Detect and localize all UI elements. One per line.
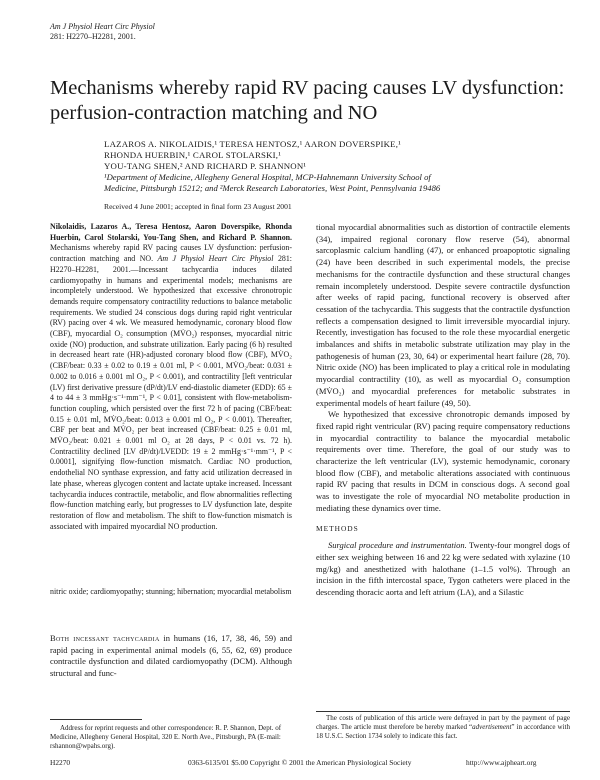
intro-lead: Both incessant tachycardia (50, 633, 160, 643)
affiliation-line: ¹Department of Medicine, Allegheny General Hospital, MCP-Hahnemann University School of (104, 172, 431, 182)
abstract-journal-ref: Am J Physiol Heart Circ Physiol (157, 254, 274, 264)
body-paragraph: We hypothesized that excessive chronotropic demands imposed by fixed rapid right ventricular (RV) pacing require compensatory reductions in myocardial contractility to balance the myocardial metabolic requirements over time. Therefore, the goal of our study was to characterize the left ventricular (LV), systemic hemodynamic, coronary blood flow (CBF), and metabolic alterations associated with continuous rapid RV pacing that results in DCM in conscious dogs. A second goal was to investigate the role of myocardial NO metabolite production in mediating these dynamics over time. (316, 409, 570, 513)
journal-url[interactable]: http://www.ajpheart.org (466, 758, 537, 767)
footnote-text: ” in accordance with 18 U.S.C. Section 1734 solely to indicate this fact. (316, 723, 570, 740)
journal-header (50, 22, 155, 42)
abstract-title-ref: Mechanisms whereby rapid RV pacing causes LV dysfunction: perfusion-contraction matching and NO. (50, 243, 292, 264)
journal-citation: 281: H2270–H2281, 2001. (50, 32, 136, 41)
footnote-page-charges (316, 714, 570, 741)
author-line: YOU-TANG SHEN,² AND RICHARD P. SHANNON¹ (104, 161, 307, 171)
page-number: H2270 (50, 758, 71, 767)
footnote-text: The costs of publication of this article were defrayed in part by the payment of page charges. The article must therefore be hereby marked “ (316, 714, 570, 731)
right-column (316, 222, 570, 599)
methods-paragraph (316, 540, 570, 599)
footnote-correspondence: Address for reprint requests and other correspondence: R. P. Shannon, Dept. of Medicine, Allegheny General Hospital, 320 E. North Ave., Pittsburgh, PA (E-mail: rshannon@wpahs.org). (50, 724, 282, 750)
author-line: LAZAROS A. NIKOLAIDIS,¹ TERESA HENTOSZ,¹ AARON DOVERSPIKE,¹ (104, 139, 401, 149)
author-list (104, 139, 574, 172)
affiliation-line: Medicine, Pittsburgh 15212; and ²Merck Research Laboratories, West Point, Pennsylvania 19486 (104, 183, 441, 193)
intro-text (50, 633, 292, 680)
keywords: nitric oxide; cardiomyopathy; stunning; hibernation; myocardial metabolism (50, 587, 292, 596)
section-heading-methods: METHODS (316, 523, 359, 533)
abstract (50, 222, 292, 532)
journal-name: Am J Physiol Heart Circ Physiol (50, 22, 155, 31)
paper-title: Mechanisms whereby rapid RV pacing causes LV dysfunction: perfusion-contraction matching and NO (50, 77, 565, 124)
affiliations (104, 172, 574, 194)
intro-body: in humans (16, 17, 38, 46, 59) and rapid pacing in experimental animal models (6, 55, 62, 69) produce contractile dysfunction and dilated cardiomyopathy (DCM). Although structural and func- (50, 633, 292, 679)
received-date: Received 4 June 2001; accepted in final form 23 August 2001 (104, 202, 292, 211)
methods-subheading: Surgical procedure and instrumentation. (328, 540, 467, 551)
footnote-rule (50, 719, 142, 720)
footnote-rule (316, 711, 570, 712)
body-paragraph: tional myocardial abnormalities such as distortion of contractile elements (34), impaired regional coronary flow reserve (54), abnormal sarcoplasmic calcium handling (47), or enhanced proapoptotic signaling (24) have been described in such experimental models, the precise mechanisms for the contractile dysfunction and these structural changes remain incompletely understood. Despite severe contractile dysfunction after weeks of rapid pacing, functional recovery is observed after cessation of the tachycardia. This suggests that the contractile dysfunction reflects a compensation designed to limit irreversible myocardial injury. Recently, investigation has focused to the role these myocardial energetic imbalances and shifts in metabolic substrate utilization may play in the pathogenesis of human (23, 30, 64) or experimental heart failure (28, 70). Nitric oxide (NO) has been implicated to play a critical role in modulating myocardial contractility (10), as well as myocardial O₂ consumption (MV̇O₂) and myocardial preferences for metabolic substrates in experimental models of heart failure (49, 50). (316, 222, 570, 408)
footnote-emphasis: advertisement (472, 723, 512, 731)
methods-text: Twenty-four mongrel dogs of either sex weighing between 16 and 22 kg were sedated with xylazine (10 mg/kg) and anesthetized with halothane (1–1.5 vol%). Through an incision in the fifth intercostal space, Tygon catheters were placed in the descending thoracic aorta and left atrium (LA), and a Silastic (316, 540, 570, 598)
abstract-authors: Nikolaidis, Lazaros A., Teresa Hentosz, Aaron Doverspike, Rhonda Huerbin, Carol Stolarski, You-Tang Shen, and Richard P. Shannon. (50, 222, 292, 242)
abstract-body: 281: H2270–H2281, 2001.—Incessant tachycardia induces dilated cardiomyopathy in humans and experimental models; mechanisms are incompletely understood. We hypothesized that excessive chronotropic demands require compensatory contractility reductions to balance metabolic requirements. We studied 24 conscious dogs during rapid right ventricular (RV) pacing over 4 wk. We measured hemodynamic, coronary blood flow (CBF), myocardial O₂ consumption (MV̇O₂) responses, myocardial nitric oxide (NO) production, and substrate utilization. Early pacing (6 h) resulted in decreased heart rate (HR)-adjusted coronary blood flow (CBF), MV̇O₂ (CBF/beat: 0.33 ± 0.02 to 0.19 ± 0.01 ml, P < 0.001, MV̇O₂/beat: 0.031 ± 0.002 to 0.016 ± 0.001 ml O₂, P < 0.001), and contractility [left ventricular (LV) first derivative pressure (dP/dt)/LV end-diastolic diameter (EDD): 65 ± 4 to 44 ± 3 mmHg·s⁻¹·mm⁻¹, P < 0.01], consistent with flow-metabolism-function coupling, which persisted over the first 72 h of pacing (CBF/beat: 0.15 ± 0.01 ml, MV̇O₂/beat: 0.013 ± 0.001 ml O₂, P < 0.001). Thereafter, CBF per beat and MV̇O₂ per beat increased (CBF/beat: 0.25 ± 0.01 ml, MV̇O₂/beat: 0.021 ± 0.001 ml O₂ at 28 days, P < 0.01 vs. 72 h). Contractility declined [LV dP/dt)/LVEDD: 19 ± 2 mmHg·s⁻¹·mm⁻¹, P < 0.0001], signifying flow-function mismatch. Cardiac NO production, endothelial NO synthase expression, and fatty acid utilization decreased in late phase, whereas glycogen content and lactate uptake increased. Incessant tachycardia induces contractile, metabolic, and flow abnormalities reflecting flow-function matching early, but progresses to LV dysfunction late, despite restoration of flow and metabolism. The shift to flow-function mismatch is associated with impaired myocardial NO production. (50, 254, 292, 531)
author-line: RHONDA HUERBIN,¹ CAROL STOLARSKI,¹ (104, 150, 282, 160)
copyright: 0363-6135/01 $5.00 Copyright © 2001 the American Physiological Society (188, 758, 412, 767)
